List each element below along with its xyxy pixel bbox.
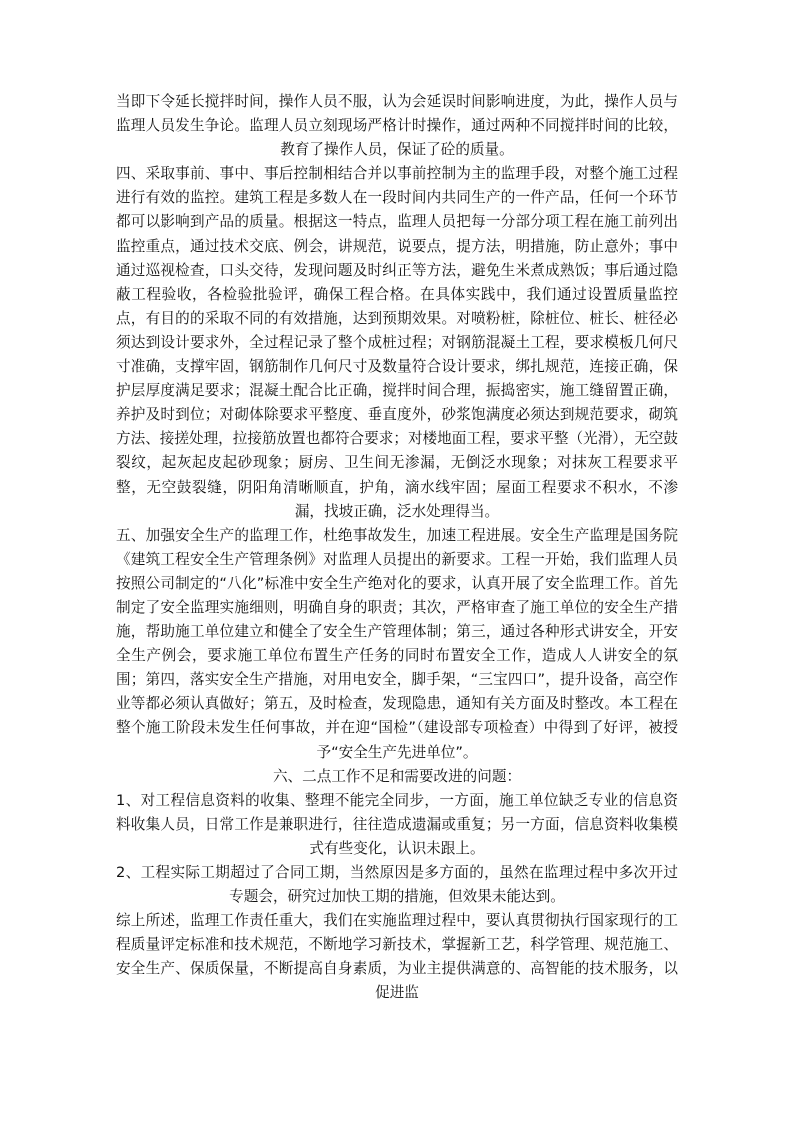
paragraph-section-five-safety: 五、加强安全生产的监理工作，杜绝事故发生，加速工程进展。安全生产监理是国务院《建筑工程安全生产管理条例》对监理人员提出的新要求。工程一开始，我们监理人员按照公司制定的“八化”标准中安全生产绝对化的要求，认真开展了安全监理工作。首先制定了安全监理实施细则，明确自身的职责；其次，严格审查了施工单位的安全生产措施，帮助施工单位建立和健全了安全生产管理体制；第三，通过各种形式讲安全，开安全生产例会，要求施工单位布置生产任务的同时布置安全工作，造成人人讲安全的氛围；第四，落实安全生产措施，对用电安全，脚手架，“三宝四口”，提升设备，高空作业等都必须认真做好；第五，及时检查，发现隐患，通知有关方面及时整改。本工程在整个施工阶段未发生任何事故，并在迎“国检”（建设部专项检查）中得到了好评，被授予“安全生产先进单位”。 — [116, 526, 678, 761]
paragraph-summary: 综上所述，监理工作责任重大，我们在实施监理过程中，要认真贯彻执行国家现行的工程质量评定标准和技术规范，不断地学习新技术，掌握新工艺，科学管理、规范施工、安全生产、保质保量，不断提高自身素质，为业主提供满意的、高智能的技术服务，以促进监 — [116, 912, 678, 1002]
paragraph-issue-one: 1、对工程信息资料的收集、整理不能完全同步，一方面，施工单位缺乏专业的信息资料收集人员，日常工作是兼职进行，往往造成遗漏或重复；另一方面，信息资料收集模式有些变化，认识未跟上。 — [116, 791, 678, 857]
paragraph-concrete-mixing: 当即下令延长搅拌时间，操作人员不服，认为会延误时间影响进度，为此，操作人员与监理人员发生争论。监理人员立刻现场严格计时操作，通过两种不同搅拌时间的比较，教育了操作人员，保证了砼的质量。 — [116, 93, 678, 159]
paragraph-issue-two: 2、工程实际工期超过了合同工期，当然原因是多方面的，虽然在监理过程中多次开过专题会，研究过加快工期的措施，但效果未能达到。 — [116, 864, 678, 906]
document-body — [116, 90, 678, 1006]
paragraph-section-four-quality-control: 四、采取事前、事中、事后控制相结合并以事前控制为主的监理手段，对整个施工过程进行有效的监控。建筑工程是多数人在一段时间内共同生产的一件产品，任何一个环节都可以影响到产品的质量。根据这一特点，监理人员把每一分部分项工程在施工前列出监控重点，通过技术交底、例会，讲规范，说要点，提方法，明措施，防止意外；事中通过巡视检查，口头交待，发现问题及时纠正等方法，避免生米煮成熟饭；事后通过隐蔽工程验收，各检验批验评，确保工程合格。在具体实践中，我们通过设置质量监控点，有目的的采取不同的有效措施，达到预期效果。对喷粉桩，除桩位、桩长、桩径必须达到设计要求外，全过程记录了整个成桩过程；对钢筋混凝土工程，要求模板几何尺寸准确，支撑牢固，钢筋制作几何尺寸及数量符合设计要求，绑扎规范，连接正确，保护层厚度满足要求；混凝土配合比正确，搅拌时间合理，振捣密实，施工缝留置正确，养护及时到位；对砌体除要求平整度、垂直度外，砂浆饱满度必须达到规范要求，砌筑方法、接搓处理，拉接筋放置也都符合要求；对楼地面工程，要求平整（光滑），无空鼓裂纹，起灰起皮起砂现象；厨房、卫生间无渗漏，无倒泛水现象；对抹灰工程要求平整，无空鼓裂缝，阴阳角清晰顺直，护角，滴水线牢固；屋面工程要求不积水，不渗漏，找坡正确，泛水处理得当。 — [116, 165, 678, 520]
paragraph-section-six-heading: 六、二点工作不足和需要改进的问题： — [272, 767, 522, 785]
